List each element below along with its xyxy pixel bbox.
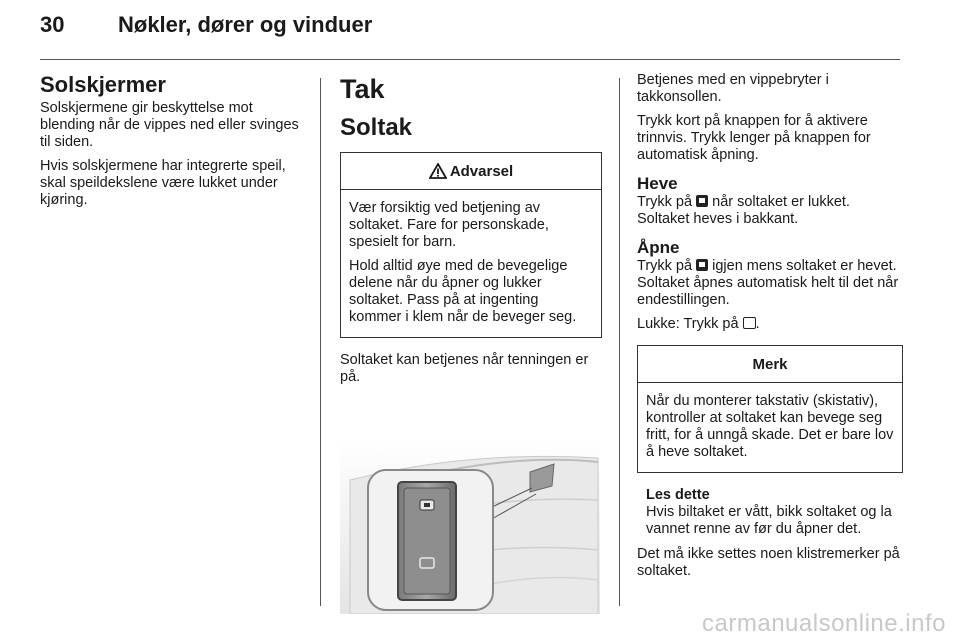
paragraph-lukke	[637, 316, 903, 333]
warning-triangle-icon	[429, 163, 447, 179]
sunroof-switch-drawing	[340, 400, 600, 614]
text-fragment: når soltaket er lukket. Soltaket heves i bakkant.	[637, 194, 850, 227]
column-3	[637, 72, 903, 587]
column-1	[40, 72, 302, 216]
paragraph: Trykk kort på knappen for å aktivere trinnvis. Trykk lenger på knappen for automatisk åpning.	[637, 113, 871, 163]
column-2	[340, 72, 602, 614]
sunroof-tilt-button-icon	[696, 195, 708, 207]
warning-box	[340, 152, 602, 338]
text-fragment: igjen mens soltaket er hevet. Soltaket åpnes automatisk helt til det når endestillingen.	[637, 258, 899, 308]
header-rule	[40, 59, 900, 60]
warning-title: Advarsel	[449, 162, 514, 180]
watermark: carmanualsonline.info	[702, 610, 946, 637]
text-fragment: Lukke: Trykk på	[637, 316, 739, 332]
sunroof-tilt-button-icon	[696, 259, 708, 271]
column-divider-1	[320, 78, 321, 606]
note-box-body	[638, 383, 902, 472]
text-fragment: .	[755, 316, 760, 332]
warning-paragraph: Hold alltid øye med de bevegelige delene når du åpner og lukker soltaket. Pass på at ingenting kommer i klem når de beveger seg.	[349, 258, 577, 325]
subsection-heading-soltak: Soltak	[340, 114, 413, 141]
note-box-text: Når du monterer takstativ (skistativ), kontroller at soltaket kan bevege seg fritt, for å unngå skade. Det er bare lov å heve soltaket.	[646, 393, 894, 460]
sunroof-close-button-icon	[743, 317, 756, 329]
note-box	[637, 345, 903, 473]
heading-apne: Åpne	[637, 238, 680, 257]
warning-box-header	[341, 153, 601, 190]
section-heading-solskjermer: Solskjermer	[40, 72, 166, 97]
warning-paragraph: Vær forsiktig ved betjening av soltaket. Fare for personskade, spesielt for barn.	[349, 200, 549, 250]
column-divider-2	[619, 78, 620, 606]
paragraph: Soltaket kan betjenes når tenningen er på.	[340, 352, 589, 385]
paragraph: Solskjermene gir beskyttelse mot blending når de vippes ned eller svinges til siden.	[40, 100, 299, 150]
warning-box-body	[341, 190, 601, 337]
paragraph: Betjenes med en vippebryter i takkonsollen.	[637, 72, 829, 105]
paragraph: Det må ikke settes noen klistremerker på soltaket.	[637, 546, 900, 579]
note-box-header	[638, 346, 902, 383]
chapter-title: Nøkler, dører og vinduer	[118, 12, 373, 37]
caution-note-text: Hvis biltaket er vått, bikk soltaket og la vannet renne av før du åpner det.	[646, 504, 892, 537]
note-box-title: Merk	[752, 355, 788, 373]
text-fragment: Trykk på	[637, 194, 693, 210]
paragraph: Hvis solskjermene har integrerte speil, skal speildekslene være lukket under kjøring.	[40, 158, 286, 208]
caution-note-title: Les dette	[646, 487, 710, 503]
paragraph-apne	[637, 258, 903, 309]
text-fragment: Trykk på	[637, 258, 693, 274]
page-number: 30	[40, 12, 65, 37]
section-heading-tak: Tak	[340, 74, 385, 104]
caution-note	[637, 487, 903, 538]
sunroof-switch-illustration	[340, 400, 600, 614]
heading-heve: Heve	[637, 174, 678, 193]
paragraph-heve	[637, 194, 903, 228]
